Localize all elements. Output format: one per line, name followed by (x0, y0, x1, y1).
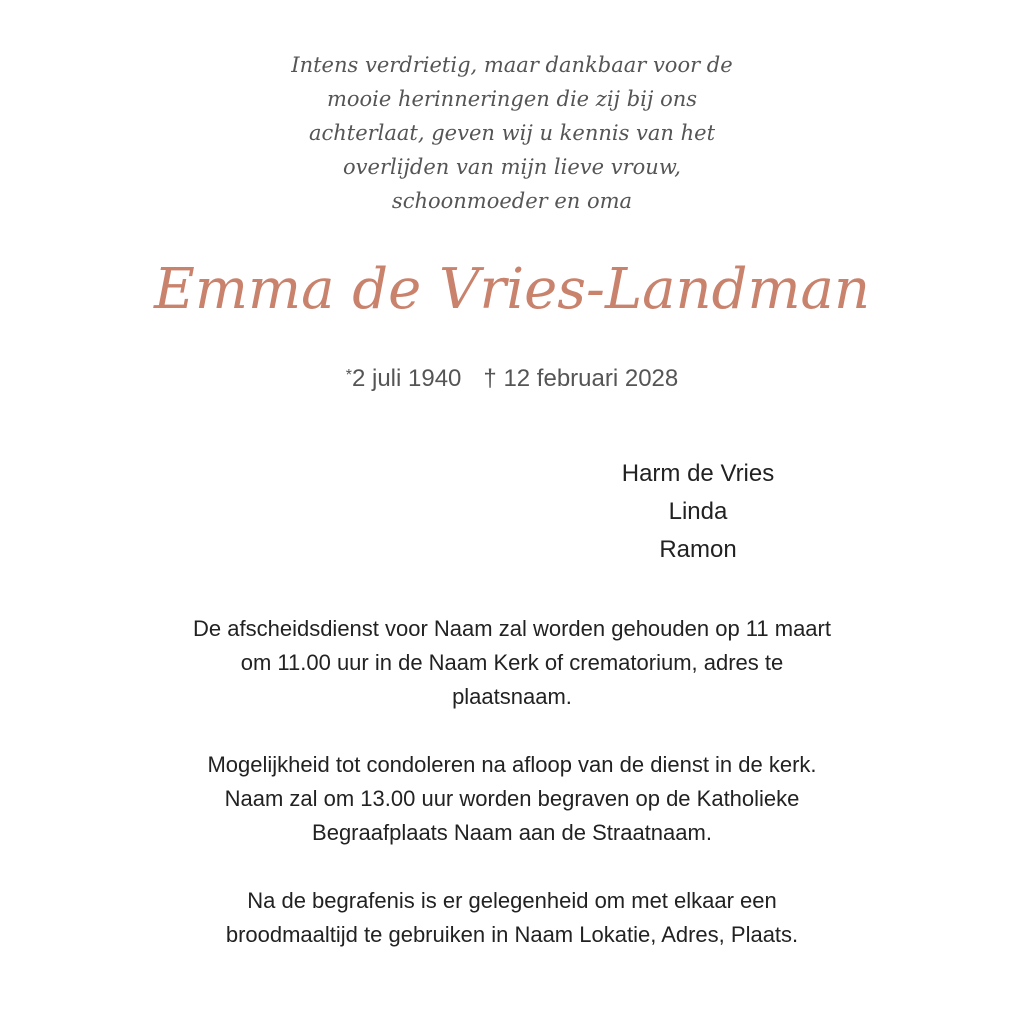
death-symbol: † (483, 365, 497, 392)
paragraph-line: De afscheidsdienst voor Naam zal worden gehouden op 11 maart (193, 616, 831, 641)
intro-line: overlijden van mijn lieve vrouw, (343, 155, 681, 179)
family-member: Ramon (659, 536, 737, 563)
family-list (598, 455, 798, 569)
family-member: Linda (668, 498, 728, 525)
intro-text (262, 48, 762, 218)
paragraph-line: broodmaaltijd te gebruiken in Naam Lokatie, Adres, Plaats. (225, 922, 799, 947)
intro-line: schoonmoeder en oma (391, 189, 633, 213)
paragraph-line: plaatsnaam. (452, 684, 572, 709)
paragraph-line: Na de begrafenis is er gelegenheid om met elkaar een (247, 888, 777, 913)
family-member: Harm de Vries (621, 460, 775, 487)
condolence-paragraph (132, 748, 892, 850)
birth-symbol: * (345, 367, 352, 384)
paragraph-line: Mogelijkheid tot condoleren na afloop van de dienst in de kerk. (207, 752, 817, 777)
death-date: 12 februari 2028 (503, 365, 679, 392)
birth-date: 2 juli 1940 (351, 365, 462, 392)
paragraph-line: om 11.00 uur in de Naam Kerk of crematorium, adres te (240, 650, 784, 675)
deceased-name: Emma de Vries-Landman (153, 257, 871, 322)
paragraph-line: Naam zal om 13.00 uur worden begraven op de Katholieke (224, 786, 800, 811)
reception-paragraph (132, 884, 892, 952)
service-paragraph (132, 612, 892, 714)
intro-line: mooie herinneringen die zij bij ons (326, 87, 698, 111)
paragraph-line: Begraafplaats Naam aan de Straatnaam. (312, 820, 712, 845)
life-dates (212, 356, 812, 399)
intro-line: Intens verdrietig, maar dankbaar voor de (291, 53, 733, 77)
intro-line: achterlaat, geven wij u kennis van het (308, 121, 716, 145)
